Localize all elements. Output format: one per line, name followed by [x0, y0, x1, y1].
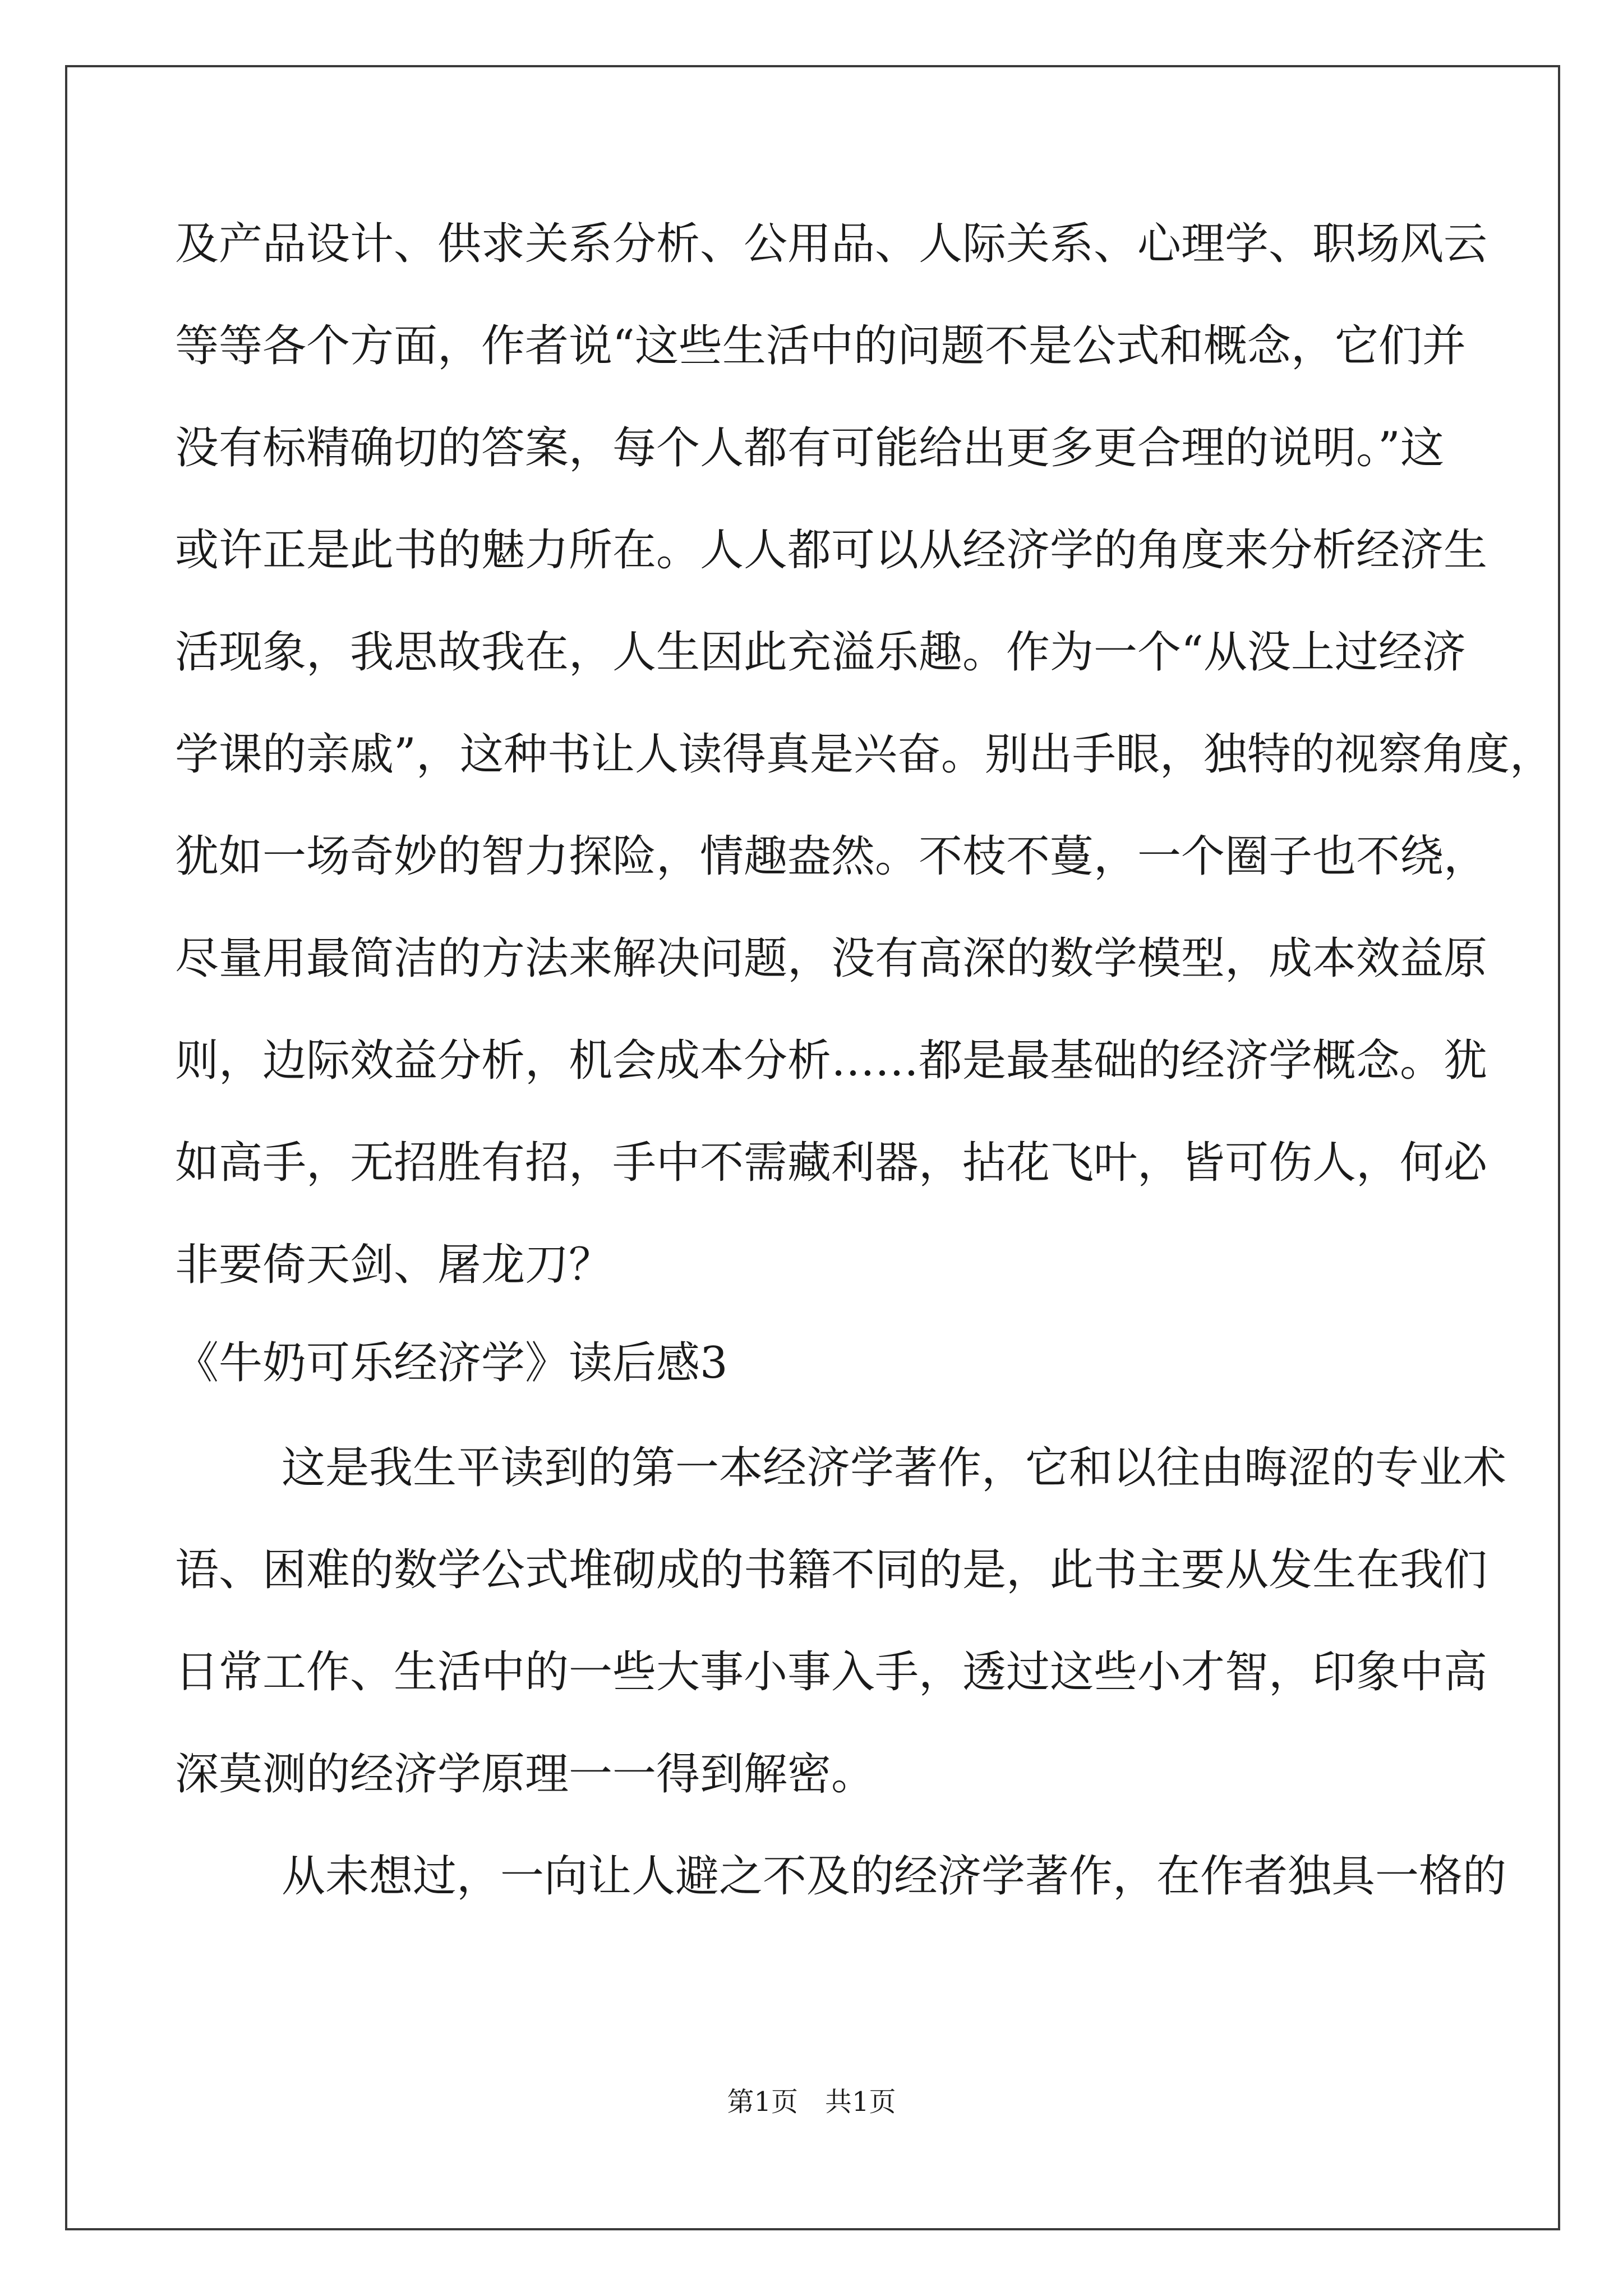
body-text-line: 等等各个方面，作者说“这些生活中的问题不是公式和概念，它们并 — [175, 321, 1466, 371]
body-text-line: 语、困难的数学公式堆砌成的书籍不同的是，此书主要从发生在我们 — [175, 1545, 1488, 1595]
body-text-line: 犹如一场奇妙的智力探险，情趣盎然。不枝不蔓，一个圈子也不绕， — [175, 831, 1488, 882]
body-text-line: 深莫测的经济学原理一一得到解密。 — [175, 1749, 875, 1800]
page-number-footer: 第1页 共1页 — [727, 2086, 896, 2118]
body-text-line: 如高手，无招胜有招，手中不需藏利器，拈花飞叶，皆可伤人，何必 — [175, 1138, 1488, 1188]
body-text-line: 则，边际效益分析，机会成本分析……都是最基础的经济学概念。犹 — [175, 1036, 1488, 1086]
body-text-line: 活现象，我思故我在，人生因此充溢乐趣。作为一个“从没上过经济 — [175, 627, 1466, 678]
body-text-line: 从未想过，一向让人避之不及的经济学著作，在作者独具一格的 — [282, 1851, 1507, 1902]
body-text-line: 学课的亲戚”，这种书让人读得真是兴奋。别出手眼，独特的视察角度， — [175, 729, 1553, 780]
section-heading: 《牛奶可乐经济学》读后感3 — [175, 1338, 728, 1388]
body-text-line: 非要倚天剑、屠龙刀？ — [175, 1240, 613, 1290]
body-text-line: 尽量用最简洁的方法来解决问题，没有高深的数学模型，成本效益原 — [175, 933, 1488, 984]
body-text-line: 日常工作、生活中的一些大事小事入手，透过这些小才智，印象中高 — [175, 1647, 1488, 1697]
body-text-line: 没有标精确切的答案，每个人都有可能给出更多更合理的说明。”这 — [175, 423, 1444, 473]
body-text-line: 或许正是此书的魅力所在。人人都可以从经济学的角度来分析经济生 — [175, 525, 1488, 576]
body-text-line: 及产品设计、供求关系分析、公用品、人际关系、心理学、职场风云 — [175, 219, 1488, 269]
body-text-line: 这是我生平读到的第一本经济学著作，它和以往由晦涩的专业术 — [282, 1443, 1507, 1493]
